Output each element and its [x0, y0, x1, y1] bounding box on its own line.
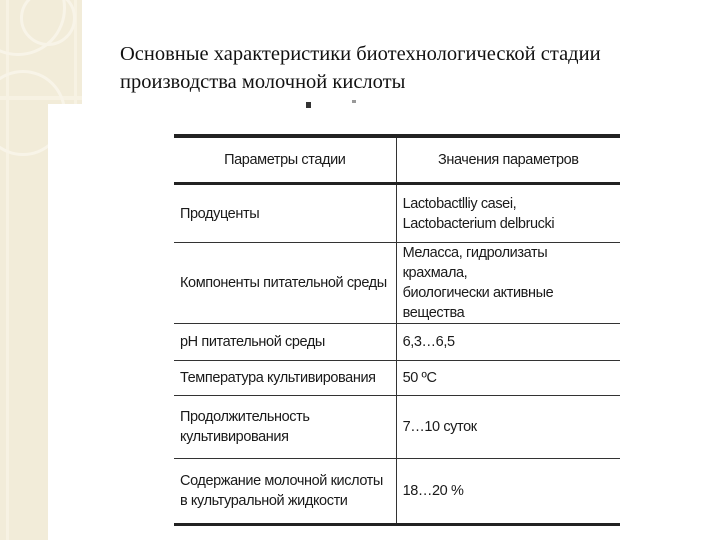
- value-text: Lactobacterium delbrucki: [402, 215, 555, 232]
- parameter-text: Продолжительность: [180, 409, 310, 425]
- table-row: [174, 396, 620, 459]
- slide-title-line-2: производства молочной кислоты: [120, 71, 406, 93]
- value-text: 18…20 %: [402, 483, 464, 499]
- parameter-cell: [174, 184, 396, 243]
- parameter-text: Компоненты питательной среды: [180, 275, 387, 291]
- parameter-cell: [174, 324, 396, 361]
- value-cell: [396, 184, 620, 243]
- value-text: Меласса, гидролизаты крахмала,: [402, 245, 548, 281]
- parameter-cell: [174, 243, 396, 324]
- value-text: 7…10 суток: [402, 419, 477, 435]
- scan-artifact: [352, 100, 356, 103]
- parameter-cell: [174, 396, 396, 459]
- value-cell: [396, 396, 620, 459]
- value-cell: [396, 361, 620, 396]
- value-text: 50 ºС: [402, 370, 437, 386]
- column-header-parameter: Параметры стадии: [174, 136, 396, 184]
- parameter-cell: [174, 361, 396, 396]
- parameter-text: Температура культивирования: [180, 370, 376, 386]
- parameters-table: [174, 134, 620, 526]
- table-row: [174, 184, 620, 243]
- table-row: [174, 243, 620, 324]
- parameter-text: Продуценты: [180, 205, 260, 222]
- table-row: [174, 361, 620, 396]
- value-text: Lactobactllіy casei,: [402, 195, 517, 212]
- parameter-text: в культуральной жидкости: [180, 493, 348, 509]
- parameter-text: культивирования: [180, 429, 289, 445]
- column-header-value: Значения параметров: [396, 136, 620, 184]
- slide-title: [120, 40, 700, 96]
- table-header-row: [174, 136, 620, 184]
- table-row: [174, 324, 620, 361]
- slide-title-line-1: Основные характеристики биотехнологической стадии: [120, 43, 601, 65]
- parameter-text: pH питательной среды: [180, 334, 325, 350]
- value-cell: [396, 243, 620, 324]
- value-text: 6,3…6,5: [402, 334, 455, 350]
- scan-artifact: [306, 102, 311, 108]
- value-text: биологически активные вещества: [402, 285, 554, 321]
- table-row: [174, 459, 620, 525]
- value-cell: [396, 459, 620, 525]
- parameter-text: Содержание молочной кислоты: [180, 473, 383, 489]
- value-cell: [396, 324, 620, 361]
- parameter-cell: [174, 459, 396, 525]
